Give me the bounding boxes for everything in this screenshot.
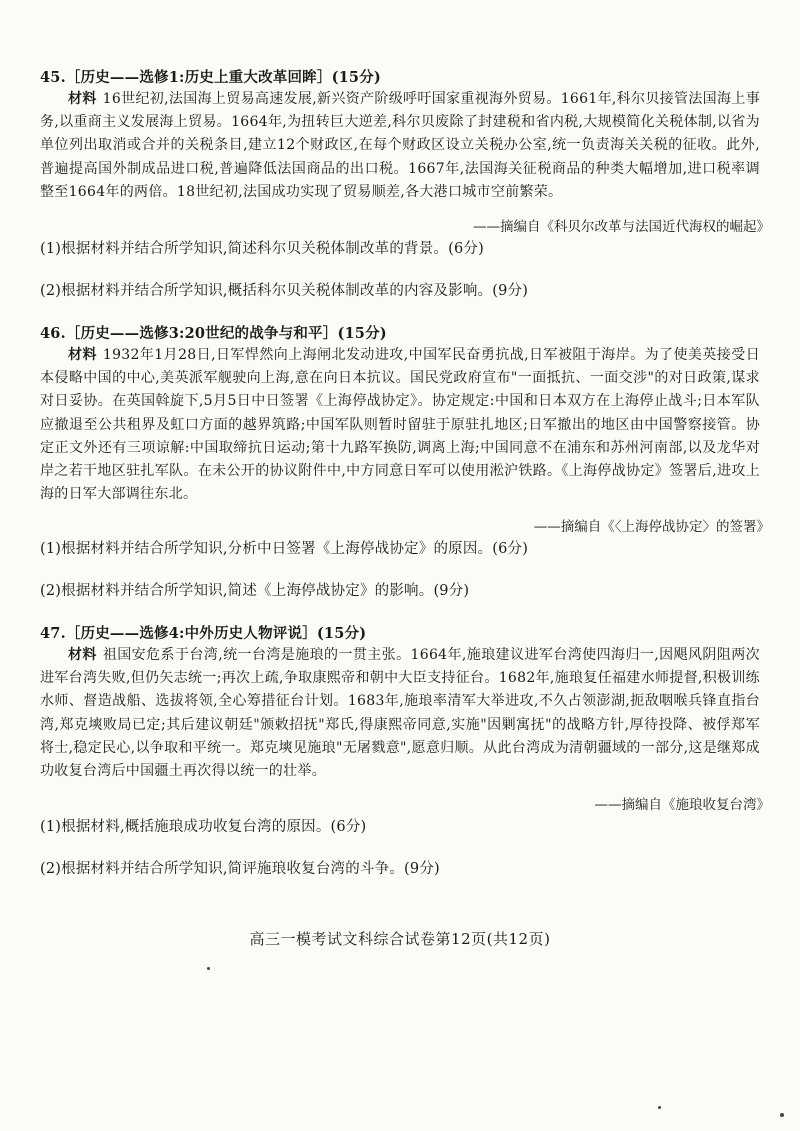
q46-subquestion-2: (2)根据材料并结合所学知识,简述《上海停战协定》的影响。(9分) [40, 583, 470, 599]
q47-subquestion-2: (2)根据材料并结合所学知识,简评施琅收复台湾的斗争。(9分) [40, 861, 440, 877]
q47-title: 47.［历史——选修4:中外历史人物评说］(15分) [40, 625, 367, 642]
q45-material-text: 16世纪初,法国海上贸易高速发展,新兴资产阶级呼吁国家重视海外贸易。1661年,科尔贝接管法国海上事务,以重商主义发展海上贸易。1664年,为扭转巨大逆差,科尔贝废除了封建税和省内税,大规模简化关税体制,以省为单位列出取消或合并的关税条目,建立12个财政区,在每个财政区设立关税办公室,统一负责海关关税的征收。此外,普遍提高国外制成品进口税,普遍降低法国商品的出口税。1667年,法国海关征税商品的种类大幅增加,进口税率调整至1664年的两倍。18世纪初,法国成功实现了贸易顺差,各大港口城市空前繁荣。 [40, 91, 760, 200]
q46-title: 46.［历史——选修3:20世纪的战争与和平］(15分) [40, 325, 387, 342]
q45-subquestion-1: (1)根据材料并结合所学知识,简述科尔贝关税体制改革的背景。(6分) [40, 241, 484, 257]
q45-subquestion-2: (2)根据材料并结合所学知识,概括科尔贝关税体制改革的内容及影响。(9分) [40, 283, 529, 299]
q45-material [40, 88, 760, 204]
q47-material-text: 祖国安危系于台湾,统一台湾是施琅的一贯主张。1664年,施琅建议进军台湾使四海归一,因飓风阴阻两次进军台湾失败,但仍矢志统一;再次上疏,争取康熙帝和朝中大臣支持征台。1682年,施琅复任福建水师提督,积极训练水师、督造战船、选拔将领,全心筹措征台计划。1683年,施琅率清军大举进攻,不久占领澎湖,扼敌咽喉兵锋直指台湾,郑克塽败局已定;其后建议朝廷"颁敕招抚"郑氏,得康熙帝同意,实施"因剿寓抚"的战略方针,厚待投降、被俘郑军将士,稳定民心,以争取和平统一。郑克塽见施琅"无屠戮意",愿意归顺。从此台湾成为清朝疆域的一部分,这是继郑成功收复台湾后中国疆土再次得以统一的壮举。 [40, 647, 760, 780]
scan-speck [658, 1106, 661, 1109]
q45-source: ——摘编自《科贝尔改革与法国近代海权的崛起》 [473, 219, 770, 235]
q45-material-label: 材料 [68, 91, 97, 107]
scan-speck [780, 1113, 784, 1117]
page-footer: 高三一模考试文科综合试卷第12页(共12页) [249, 930, 551, 948]
q47-material [40, 644, 760, 783]
q47-subquestion-1: (1)根据材料,概括施琅成功收复台湾的原因。(6分) [40, 819, 367, 835]
q47-source: ——摘编自《施琅收复台湾》 [594, 797, 770, 813]
q45-title: 45.［历史——选修1:历史上重大改革回眸］(15分) [40, 69, 381, 86]
q46-source: ——摘编自《〈上海停战协定〉的签署》 [533, 519, 770, 535]
q46-material-label: 材料 [68, 347, 97, 363]
q46-material [40, 344, 760, 506]
q47-material-label: 材料 [68, 647, 97, 663]
scan-speck [207, 967, 210, 970]
q46-material-text: 1932年1月28日,日军悍然向上海闸北发动进攻,中国军民奋勇抗战,日军被阻于海岸。为了使美英接受日本侵略中国的中心,美英派军舰驶向上海,意在向日本抗议。国民党政府宣布"一面抵抗、一面交涉"的对日政策,谋求对日妥协。在英国斡旋下,5月5日中日签署《上海停战协定》。协定规定:中国和日本双方在上海停止战斗;日本军队应撤退至公共租界及虹口方面的越界筑路;中国军队则暂时留驻于原驻扎地区;日军撤出的地区由中国警察接管。协定正文外还有三项谅解:中国取缔抗日运动;第十九路军换防,调离上海;中国同意不在浦东和苏州河南部,以及龙华对岸之若干地区驻扎军队。在未公开的协议附件中,中方同意日军可以使用淞沪铁路。《上海停战协定》签署后,进攻上海的日军大部调往东北。 [40, 347, 760, 503]
q46-subquestion-1: (1)根据材料并结合所学知识,分析中日签署《上海停战协定》的原因。(6分) [40, 541, 529, 557]
